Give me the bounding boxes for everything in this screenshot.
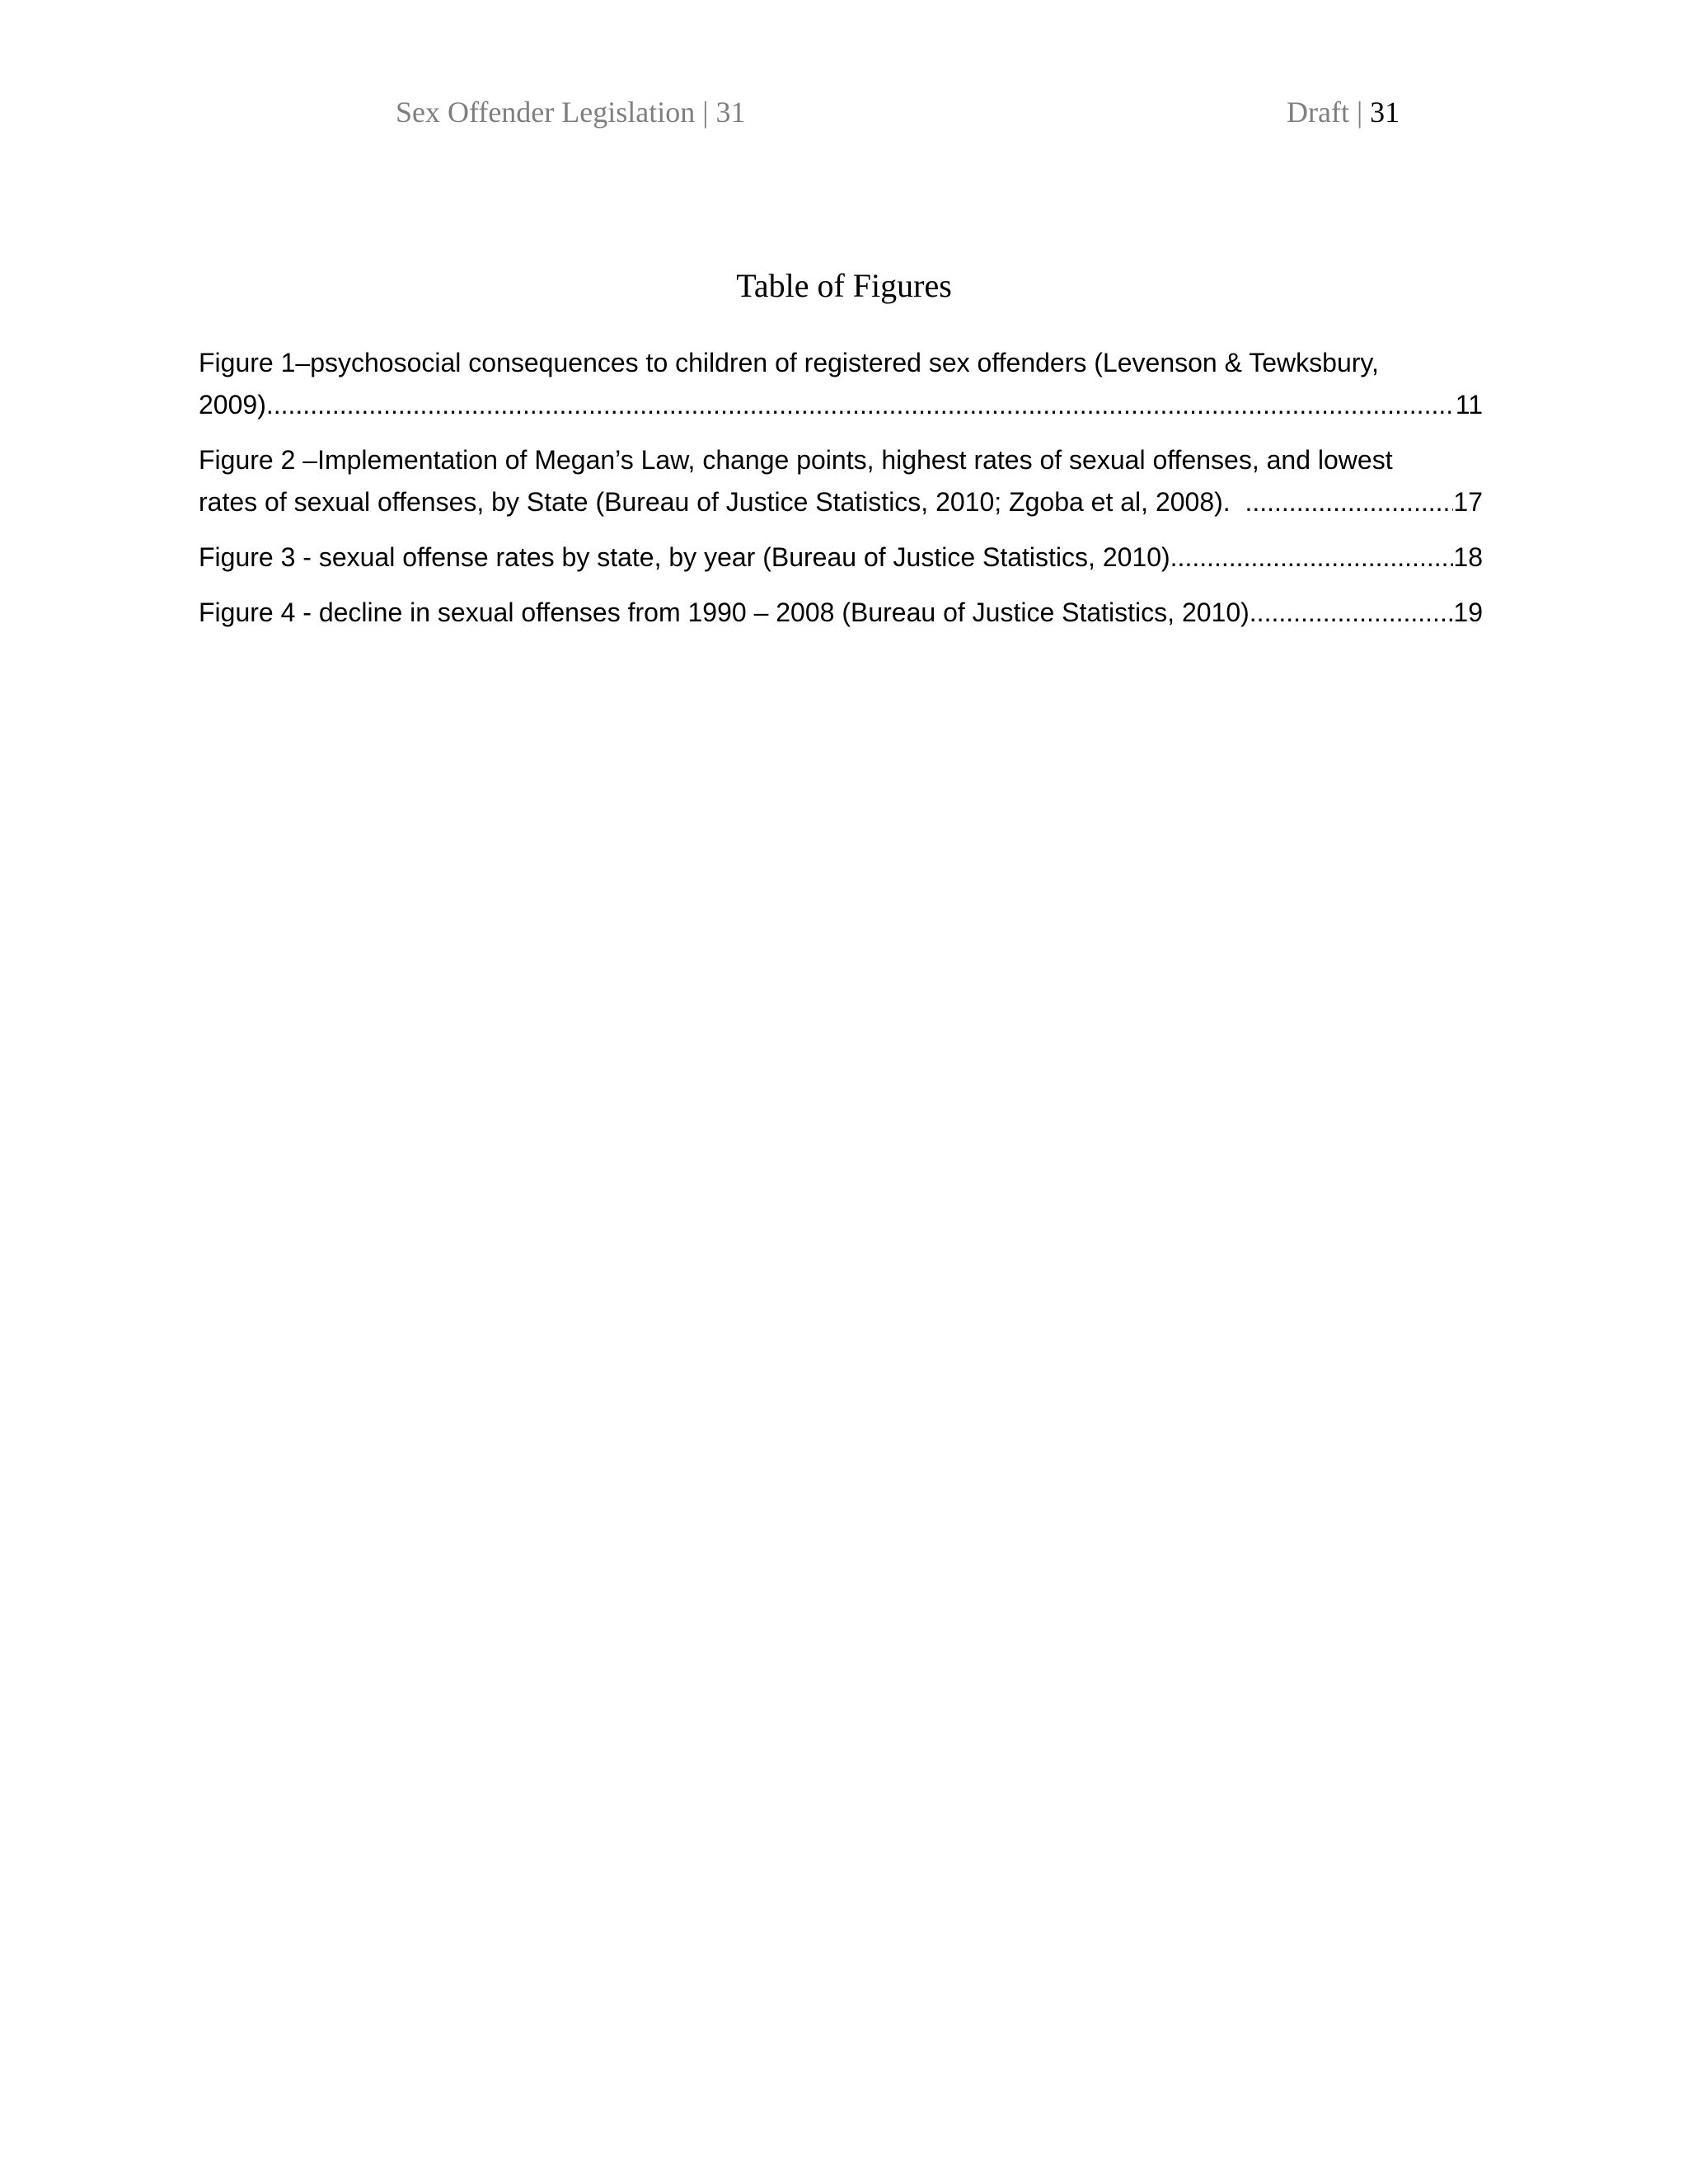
- figure-4-caption: Figure 4 - decline in sexual offenses from 1990 – 2008 (Bureau of Justice Statistics, 2010): [199, 598, 1250, 627]
- figure-3-caption: Figure 3 - sexual offense rates by state, by year (Bureau of Justice Statistics, 2010): [199, 542, 1170, 572]
- dot-leader: [1170, 537, 1454, 579]
- dot-leader: [1245, 481, 1453, 523]
- figure-1-line-1: [199, 342, 1483, 384]
- figure-2-entry[interactable]: [199, 439, 1483, 523]
- figure-1-caption-part-2: 2009): [199, 390, 266, 419]
- running-header-draft: [1287, 95, 1400, 129]
- figure-1-page: 11: [1455, 390, 1483, 419]
- figure-4-line: [199, 592, 1483, 634]
- figure-2-caption-part-2: rates of sexual offenses, by State (Bureau of Justice Statistics, 2010; Zgoba et al, 2008).: [199, 487, 1245, 517]
- dot-leader: [1250, 592, 1454, 634]
- dot-leader: [266, 384, 1456, 426]
- figure-1-line-2: [199, 384, 1483, 426]
- running-header-title: Sex Offender Legislation | 31: [396, 96, 746, 129]
- figure-2-page: 17: [1453, 487, 1483, 517]
- table-of-figures-heading: Table of Figures: [736, 267, 952, 304]
- page-number: 31: [1370, 96, 1400, 129]
- figure-2-line-1: [199, 439, 1483, 481]
- figure-3-line: [199, 537, 1483, 579]
- figure-4-entry[interactable]: [199, 592, 1483, 634]
- figure-3-page: 18: [1453, 542, 1483, 572]
- figure-2-line-2: [199, 481, 1483, 523]
- figure-1-caption-part-1: Figure 1–psychosocial consequences to children of registered sex offenders (Levenson & Tewksbury,: [199, 348, 1379, 377]
- draft-label: Draft |: [1287, 96, 1363, 129]
- figure-3-entry[interactable]: [199, 537, 1483, 579]
- figure-1-entry[interactable]: [199, 342, 1483, 426]
- figure-2-caption-part-1: Figure 2 –Implementation of Megan’s Law, change points, highest rates of sexual offenses, and lowest: [199, 445, 1393, 475]
- table-of-figures-list: [199, 342, 1483, 647]
- figure-4-page: 19: [1453, 598, 1483, 627]
